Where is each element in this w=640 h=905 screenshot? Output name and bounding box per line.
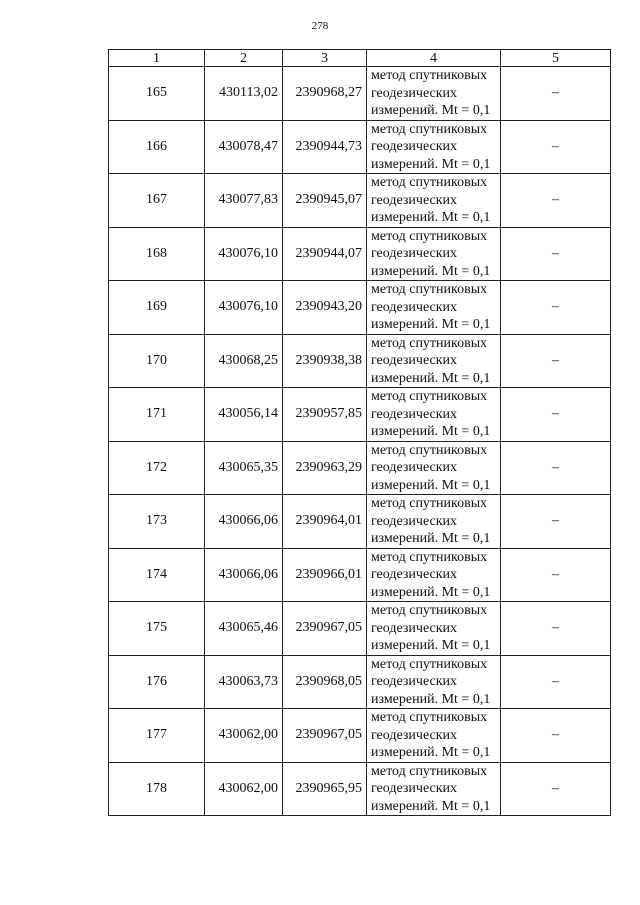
x-coordinate-cell: 430068,25 [205,334,283,388]
table-row [109,495,611,549]
point-number-cell: 168 [109,227,205,281]
y-coordinate-cell: 2390945,07 [283,174,367,228]
method-line: метод спутниковых [371,710,488,725]
method-cell [367,495,501,549]
method-line: геодезических [371,139,458,154]
note-cell: – [501,602,611,656]
method-cell [367,120,501,174]
method-line: метод спутниковых [371,549,488,565]
method-cell [367,709,501,763]
coordinates-table [108,49,611,816]
method-line: измерений. Mt = 0,1 [371,424,491,439]
x-coordinate-cell: 430076,10 [205,227,283,281]
method-line: метод спутниковых [371,763,488,779]
y-coordinate-cell: 2390968,05 [283,655,367,709]
x-coordinate-cell: 430065,46 [205,602,283,656]
y-coordinate-cell: 2390963,29 [283,441,367,495]
method-line: геодезических [371,620,458,636]
method-line: метод спутниковых [371,389,488,404]
x-coordinate-cell: 430056,14 [205,388,283,442]
method-cell [367,602,501,656]
table-body [109,67,611,816]
method-line: метод спутниковых [371,68,488,83]
point-number-cell: 177 [109,709,205,763]
method-line: геодезических [371,192,458,208]
note-cell: – [501,762,611,816]
y-coordinate-cell: 2390966,01 [283,548,367,602]
method-line: измерений. Mt = 0,1 [371,584,491,600]
note-cell: – [501,120,611,174]
x-coordinate-cell: 430078,47 [205,120,283,174]
x-coordinate-cell: 430066,06 [205,495,283,549]
y-coordinate-cell: 2390944,73 [283,120,367,174]
note-cell: – [501,174,611,228]
method-cell [367,174,501,228]
point-number-cell: 176 [109,655,205,709]
y-coordinate-cell: 2390938,38 [283,334,367,388]
table-row [109,655,611,709]
method-cell [367,227,501,281]
y-coordinate-cell: 2390967,05 [283,602,367,656]
point-number-cell: 165 [109,67,205,121]
y-coordinate-cell: 2390967,05 [283,709,367,763]
method-cell [367,334,501,388]
y-coordinate-cell: 2390965,95 [283,762,367,816]
table-row [109,227,611,281]
method-line: измерений. Mt = 0,1 [371,638,491,653]
note-cell: – [501,495,611,549]
method-line: метод спутниковых [371,442,488,458]
table-row [109,67,611,121]
method-cell [367,281,501,335]
method-line: геодезических [371,513,458,529]
y-coordinate-cell: 2390964,01 [283,495,367,549]
y-coordinate-cell: 2390968,27 [283,67,367,121]
table-row [109,334,611,388]
note-cell: – [501,548,611,602]
table-row [109,762,611,816]
method-line: геодезических [371,781,458,796]
method-line: метод спутниковых [371,496,488,511]
x-coordinate-cell: 430077,83 [205,174,283,228]
note-cell: – [501,388,611,442]
note-cell: – [501,441,611,495]
point-number-cell: 170 [109,334,205,388]
y-coordinate-cell: 2390943,20 [283,281,367,335]
note-cell: – [501,709,611,763]
method-line: геодезических [371,406,458,422]
column-header: 1 [109,50,205,67]
method-line: геодезических [371,246,458,261]
table-row [109,281,611,335]
x-coordinate-cell: 430065,35 [205,441,283,495]
x-coordinate-cell: 430076,10 [205,281,283,335]
method-line: метод спутниковых [371,603,488,618]
point-number-cell: 178 [109,762,205,816]
table-row [109,441,611,495]
x-coordinate-cell: 430113,02 [205,67,283,121]
point-number-cell: 169 [109,281,205,335]
method-line: измерений. Mt = 0,1 [371,156,491,172]
note-cell: – [501,67,611,121]
point-number-cell: 174 [109,548,205,602]
method-line: метод спутниковых [371,228,488,244]
method-line: метод спутниковых [371,282,488,297]
method-cell [367,67,501,121]
column-header: 4 [367,50,501,67]
point-number-cell: 167 [109,174,205,228]
column-header: 5 [501,50,611,67]
method-line: геодезических [371,299,458,315]
table-row [109,602,611,656]
method-line: измерений. Mt = 0,1 [371,691,491,707]
method-line: измерений. Mt = 0,1 [371,103,491,118]
y-coordinate-cell: 2390957,85 [283,388,367,442]
method-line: геодезических [371,353,458,368]
point-number-cell: 172 [109,441,205,495]
method-line: геодезических [371,674,458,689]
method-line: измерений. Mt = 0,1 [371,263,491,279]
table-row [109,709,611,763]
note-cell: – [501,655,611,709]
method-line: метод спутниковых [371,175,488,190]
point-number-cell: 173 [109,495,205,549]
method-line: геодезических [371,567,458,582]
x-coordinate-cell: 430063,73 [205,655,283,709]
table-row [109,174,611,228]
method-cell [367,388,501,442]
method-line: метод спутниковых [371,656,488,672]
method-cell [367,441,501,495]
point-number-cell: 171 [109,388,205,442]
method-cell [367,655,501,709]
method-line: измерений. Mt = 0,1 [371,210,491,225]
method-cell [367,762,501,816]
table-row [109,120,611,174]
method-cell [367,548,501,602]
method-line: измерений. Mt = 0,1 [371,531,491,546]
method-line: измерений. Mt = 0,1 [371,477,491,493]
column-header: 2 [205,50,283,67]
method-line: измерений. Mt = 0,1 [371,798,491,814]
note-cell: – [501,227,611,281]
method-line: метод спутниковых [371,121,488,137]
method-line: геодезических [371,85,458,101]
note-cell: – [501,334,611,388]
x-coordinate-cell: 430066,06 [205,548,283,602]
x-coordinate-cell: 430062,00 [205,709,283,763]
x-coordinate-cell: 430062,00 [205,762,283,816]
y-coordinate-cell: 2390944,07 [283,227,367,281]
point-number-cell: 166 [109,120,205,174]
column-header: 3 [283,50,367,67]
method-line: метод спутниковых [371,335,488,351]
method-line: измерений. Mt = 0,1 [371,745,491,760]
table-header-row [109,50,611,67]
page-number: 278 [311,20,329,32]
method-line: геодезических [371,727,458,743]
method-line: геодезических [371,460,458,475]
note-cell: – [501,281,611,335]
method-line: измерений. Mt = 0,1 [371,370,491,386]
table-row [109,548,611,602]
table-row [109,388,611,442]
method-line: измерений. Mt = 0,1 [371,317,491,332]
point-number-cell: 175 [109,602,205,656]
